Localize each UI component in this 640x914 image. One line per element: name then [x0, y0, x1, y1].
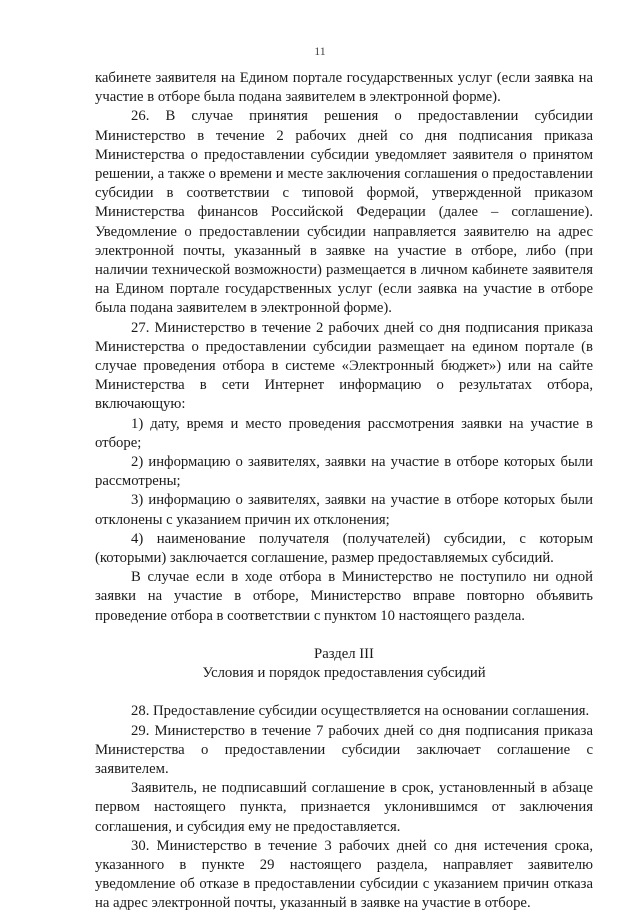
- spacer: [95, 683, 593, 702]
- document-body: [95, 69, 593, 914]
- paragraph-continuation: кабинете заявителя на Едином портале государственных услуг (если заявка на участие в отборе была подана заявителем в электронной форме).: [95, 70, 593, 106]
- paragraph-27-note: В случае если в ходе отбора в Министерство не поступило ни одной заявки на участие в отборе, Министерство вправе повторно объявить проведение отбора в соответствии с пунктом 10 настоящего раздела.: [95, 569, 593, 624]
- section-heading: Раздел III: [314, 645, 374, 662]
- paragraph-26: 26. В случае принятия решения о предоставлении субсидии Министерство в течение 2 рабочих дней со дня подписания приказа Министерства о предоставлении субсидии уведомляет заявителя о принятом решении, а также о времени и месте заключения соглашения о предоставлении субсидии в соответствии с типовой формой, утвержденной приказом Министерства финансов Российской Федерации (далее – соглашение). Уведомление о предоставлении субсидии направляется заявителю на адрес электронной почты, указанный в заявке на участие в отборе, либо (при наличии технической возможности) размещается в личном кабинете заявителя на Едином портале государственных услуг (если заявка на участие в отборе была подана заявителем в электронной форме).: [95, 108, 593, 317]
- paragraph-29: 29. Министерство в течение 7 рабочих дней со дня подписания приказа Министерства о предоставлении субсидии заключает соглашение с заявителем.: [95, 722, 593, 777]
- paragraph-27: 27. Министерство в течение 2 рабочих дней со дня подписания приказа Министерства о предоставлении субсидии размещает на едином портале (в случае проведения отбора в системе «Электронный бюджет») или на сайте Министерства в сети Интернет информацию о результатах отбора, включающую:: [95, 319, 593, 413]
- paragraph-29-note: Заявитель, не подписавший соглашение в срок, установленный в абзаце первом настоящего пункта, признается уклонившимся от заключения соглашения, и субсидия ему не предоставляется.: [95, 780, 593, 835]
- paragraph-30: 30. Министерство в течение 3 рабочих дней со дня истечения срока, указанного в пункте 29 настоящего раздела, направляет заявителю уведомление об отказе в предоставлении субсидии с указанием причин отказа на адрес электронной почты, указанный в заявке на участие в отборе.: [95, 837, 593, 912]
- section-title: Условия и порядок предоставления субсидий: [202, 665, 486, 682]
- spacer: [95, 626, 593, 645]
- page-number: 11: [314, 44, 326, 58]
- list-item-3: 3) информацию о заявителях, заявки на участие в отборе которых были отклонены с указанием причин их отклонения;: [95, 492, 593, 528]
- paragraph-28: 28. Предоставление субсидии осуществляется на основании соглашения.: [131, 703, 590, 720]
- list-item-1: 1) дату, время и место проведения рассмотрения заявки на участие в отборе;: [95, 415, 593, 451]
- list-item-4: 4) наименование получателя (получателей) субсидии, с которым (которыми) заключается соглашение, размер предоставляемых субсидий.: [95, 530, 593, 567]
- list-item-2: 2) информацию о заявителях, заявки на участие в отборе которых были рассмотрены;: [95, 454, 593, 490]
